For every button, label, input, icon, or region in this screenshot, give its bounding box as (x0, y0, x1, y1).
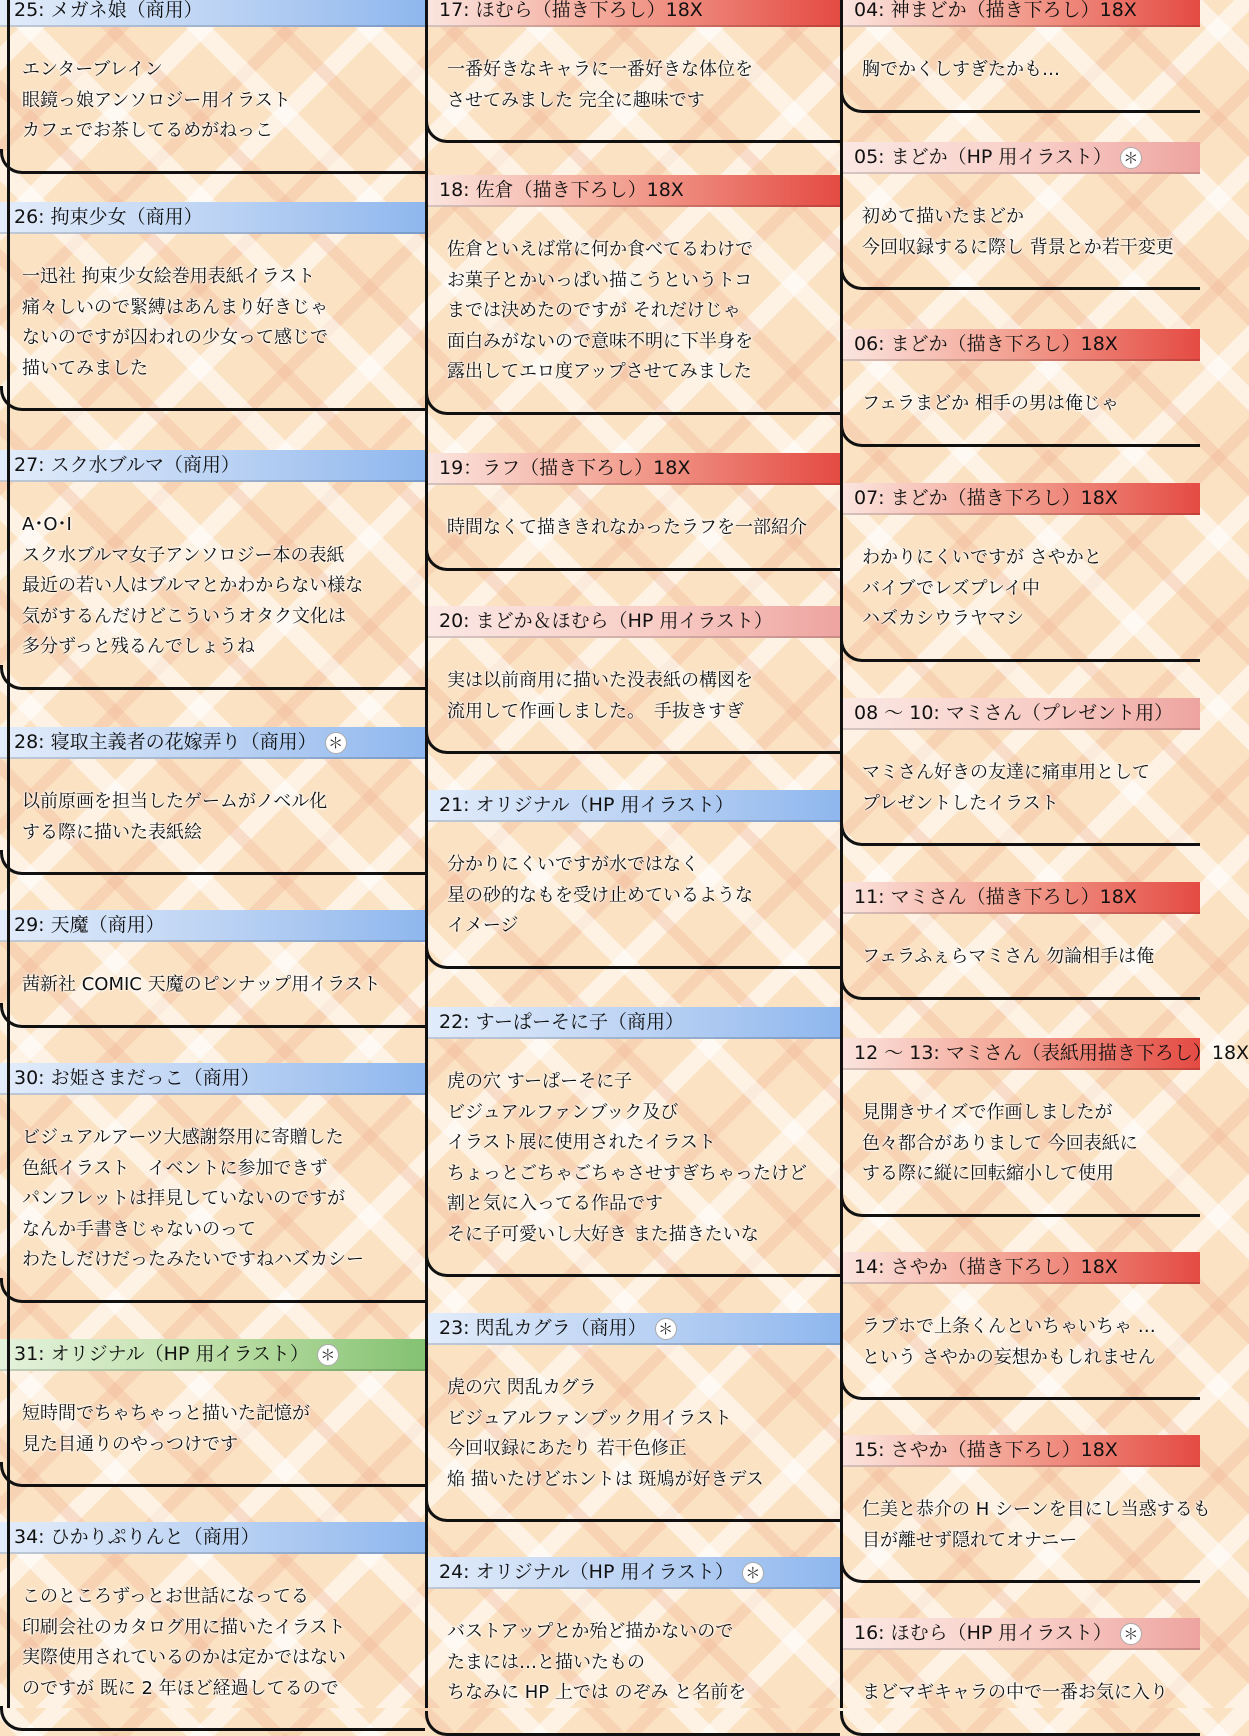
middle-bracket-line (425, 0, 428, 1708)
description-line: 気がするんだけどこういうオタク文化は (22, 605, 346, 627)
entry-title: 18: 佐倉（描き下ろし）18X (439, 179, 684, 201)
description-line: ビジュアルファンブック及び (447, 1101, 679, 1123)
entry-separator (840, 1711, 1200, 1736)
entry-separator (0, 1462, 425, 1487)
entry-description (840, 1467, 1211, 1556)
description-line: イラスト展に使用されたイラスト (447, 1132, 716, 1153)
description-line: 色々都合がありまして 今回表紙に (862, 1132, 1138, 1154)
entry-title: 12 ～ 13: マミさん（表紙用描き下ろし）18X (854, 1042, 1249, 1064)
description-line: 虎の穴 すーぱーそに子 (447, 1071, 633, 1092)
entry-separator (0, 1003, 425, 1028)
entry-card (0, 1339, 425, 1460)
entry-title: 19：ラフ（描き下ろし）18X (439, 457, 691, 479)
right-bracket-line (840, 0, 843, 1708)
description-line: お菓子とかいっぱい描こうというトコ (447, 269, 753, 291)
description-line: 面白みがないので意味不明に下半身を (447, 330, 753, 352)
description-line: ビジュアルファンブック用イラスト (447, 1407, 732, 1429)
description-line: フェラふぇらマミさん 勿論相手は俺 (862, 946, 1155, 967)
description-line: プレゼントしたイラスト (862, 792, 1059, 814)
description-line: という さやかの妄想かもしれません (862, 1346, 1156, 1368)
entry-description (425, 1345, 840, 1495)
entry-title-bar (840, 329, 1200, 361)
description-line: 最近の若い人はブルマとかわからない様な (22, 575, 364, 596)
entry-description (0, 1371, 425, 1460)
entry-separator (0, 1278, 425, 1303)
entry-title-bar (840, 1038, 1249, 1070)
entry-separator (840, 88, 1200, 113)
entry-title-bar (425, 1313, 840, 1345)
entry-separator (840, 821, 1200, 846)
entry-title: 11: マミさん（描き下ろし）18X (854, 886, 1137, 908)
asterisk-icon: ＊ (1120, 1623, 1142, 1645)
entry-title: 06: まどか（描き下ろし）18X (854, 333, 1118, 355)
entry-title: 26: 拘束少女（商用） (14, 206, 203, 228)
entry-title-bar (425, 1557, 840, 1589)
entry-description (425, 1589, 840, 1709)
entry-description (840, 1650, 1200, 1709)
entry-description (0, 942, 425, 1001)
entry-title-bar (0, 1522, 425, 1554)
entry-card (425, 606, 840, 727)
entry-separator (840, 265, 1200, 290)
entry-description (0, 1554, 425, 1704)
entry-description (840, 174, 1200, 263)
entry-title: 21: オリジナル（HP 用イラスト） (439, 794, 734, 816)
entry-separator (840, 1558, 1200, 1583)
description-line: させてみました 完全に趣味です (447, 89, 705, 111)
description-line: までは決めたのですが それだけじゃ (447, 300, 741, 321)
asterisk-icon: ＊ (325, 732, 347, 754)
entry-card (840, 1435, 1211, 1556)
entry-title-bar (425, 453, 840, 485)
entry-card (425, 1557, 840, 1709)
entry-separator (425, 390, 840, 415)
entry-card (840, 1252, 1200, 1373)
entry-description (425, 1039, 840, 1250)
entry-title-bar (0, 910, 425, 942)
description-line: 以前原画を担当したゲームがノベル化 (22, 791, 328, 812)
description-line: カフェでお茶してるめがねっこ (22, 120, 274, 141)
entry-separator (840, 1192, 1200, 1217)
description-line: ビジュアルアーツ大感謝祭用に寄贈した (22, 1127, 344, 1148)
entry-title-bar (0, 0, 425, 27)
entry-card (425, 1313, 840, 1495)
entry-description (425, 27, 840, 116)
entry-card (425, 175, 840, 388)
entry-description (840, 27, 1200, 86)
entry-separator (425, 546, 840, 571)
description-line: 実際使用されているのかは定かではない (22, 1647, 346, 1668)
entry-separator (840, 422, 1200, 447)
description-line: フェラまどか 相手の男は俺じゃ (862, 393, 1119, 414)
entry-card (425, 453, 840, 544)
description-line: 流用して作画しました。 手抜きすぎ (447, 700, 744, 722)
description-line: 初めて描いたまどか (862, 206, 1024, 227)
entry-title-bar (840, 483, 1200, 515)
entry-title: 23: 閃乱カグラ（商用） (439, 1317, 647, 1339)
description-line: 目が離せず隠れてオナニー (862, 1529, 1078, 1551)
entry-title-bar (840, 1435, 1200, 1467)
description-line: 多分ずっと残るんでしょうね (22, 636, 255, 657)
description-line: 眼鏡っ娘アンソロジー用イラスト (22, 89, 291, 111)
entry-title-bar (425, 790, 840, 822)
entry-title-bar (840, 1618, 1200, 1650)
middle-column (425, 0, 840, 1708)
entry-title: 25: メガネ娘（商用） (14, 0, 203, 21)
description-line: 胸でかくしすぎたかも… (862, 59, 1060, 80)
asterisk-icon: ＊ (742, 1562, 764, 1584)
entry-card (840, 483, 1200, 635)
description-line: パンフレットは拝見していないのですが (22, 1188, 346, 1209)
description-line: バイブでレズプレイ中 (862, 577, 1040, 599)
entry-separator (840, 637, 1200, 662)
description-line: わたしだけだったみたいですねハズカシー (22, 1249, 364, 1270)
entry-title-bar (425, 606, 840, 638)
entry-separator (0, 149, 425, 174)
description-line: 佐倉といえば常に何か食べてるわけで (447, 239, 753, 260)
entry-card (0, 1522, 425, 1704)
description-line: ないのですが囚われの少女って感じで (22, 327, 328, 348)
description-line: ちなみに HP 上では のぞみ と名前を (447, 1682, 747, 1703)
entry-title: 08 ～ 10: マミさん（プレゼント用） (854, 702, 1174, 724)
description-line: 分かりにくいですが水ではなく (447, 854, 699, 875)
entry-title-bar (425, 175, 840, 207)
entry-description (840, 361, 1200, 420)
description-line: 痛々しいので緊縛はあんまり好きじゃ (22, 296, 328, 318)
entry-title-bar (0, 450, 425, 482)
entry-card (840, 142, 1200, 263)
entry-separator (425, 729, 840, 754)
entry-separator (0, 850, 425, 875)
entry-title-bar (840, 142, 1200, 174)
entry-description (840, 914, 1200, 973)
entry-title-bar (0, 202, 425, 234)
description-line: 見た目通りのやっつけです (22, 1433, 238, 1455)
entry-card (840, 882, 1200, 973)
entry-description (840, 730, 1200, 819)
description-line: たまには…と描いたもの (447, 1651, 645, 1673)
entry-separator (425, 1252, 840, 1277)
entry-separator (0, 386, 425, 411)
entry-separator (425, 1497, 840, 1522)
description-line: なんか手書きじゃないのって (22, 1218, 256, 1240)
description-line: のですが 既に 2 年ほど経過してるので (22, 1677, 339, 1699)
left-bracket-line (7, 0, 10, 1708)
entry-title: 07: まどか（描き下ろし）18X (854, 487, 1118, 509)
entry-separator (0, 1706, 425, 1731)
entry-title-bar (840, 698, 1200, 730)
entry-description (425, 485, 840, 544)
entry-description (0, 27, 425, 147)
description-line: する際に縦に回転縮小して使用 (862, 1163, 1114, 1184)
description-line: する際に描いた表紙絵 (22, 821, 202, 843)
entry-separator (840, 1375, 1200, 1400)
entry-title-bar (425, 1007, 840, 1039)
entry-description (0, 482, 425, 663)
entry-separator (425, 118, 840, 143)
entry-title: 14: さやか（描き下ろし）18X (854, 1256, 1118, 1278)
entry-description (840, 515, 1200, 635)
entry-card (840, 329, 1200, 420)
entry-description (425, 822, 840, 942)
entry-title: 27: スク水ブルマ（商用） (14, 454, 240, 476)
description-line: 割と気に入ってる作品です (447, 1193, 663, 1214)
entry-title-bar (0, 727, 425, 759)
description-line: 星の砂的なもを受け止めているような (447, 884, 753, 906)
description-line: ハズカシウラヤマシ (862, 608, 1024, 629)
description-line: 時間なくて描ききれなかったラフを一部紹介 (447, 517, 807, 538)
description-line: エンターブレイン (22, 59, 163, 80)
entry-title: 24: オリジナル（HP 用イラスト） (439, 1561, 734, 1583)
description-line: 一番好きなキャラに一番好きな体位を (447, 59, 753, 80)
description-line: 今回収録するに際し 背景とか若干変更 (862, 236, 1174, 258)
asterisk-icon: ＊ (317, 1344, 339, 1366)
entry-description (425, 207, 840, 388)
left-column (0, 0, 425, 1708)
entry-card (840, 698, 1200, 819)
description-line: 色紙イラスト イベントに参加できず (22, 1157, 328, 1179)
entry-title-bar (840, 0, 1200, 27)
description-line: まどマギキャラの中で一番お気に入り (862, 1682, 1168, 1703)
description-line: 露出してエロ度アップさせてみました (447, 361, 752, 382)
entry-title: 20: まどか＆ほむら（HP 用イラスト） (439, 610, 773, 632)
entry-title: 04: 神まどか（描き下ろし）18X (854, 0, 1137, 21)
description-line: 印刷会社のカタログ用に描いたイラスト (22, 1616, 346, 1638)
entry-title: 28: 寝取主義者の花嫁弄り（商用） (14, 731, 317, 753)
entry-card (0, 0, 425, 147)
entry-description (840, 1284, 1200, 1373)
description-line: 一迅社 拘束少女絵巻用表紙イラスト (22, 266, 316, 287)
entry-card (840, 1038, 1249, 1190)
entry-card (425, 1007, 840, 1250)
entry-card (0, 727, 425, 848)
entry-title-bar (425, 0, 840, 27)
entry-separator (425, 1711, 840, 1736)
entry-card (0, 910, 425, 1001)
entry-title: 22: すーぱーそに子（商用） (439, 1011, 685, 1033)
entry-card (425, 790, 840, 942)
entry-title-bar (840, 1252, 1200, 1284)
entry-title: 05: まどか（HP 用イラスト） (854, 146, 1112, 168)
description-line: 虎の穴 閃乱カグラ (447, 1377, 597, 1398)
description-line: 見開きサイズで作画しましたが (862, 1102, 1113, 1123)
entry-title: 17: ほむら（描き下ろし）18X (439, 0, 703, 21)
description-line: 仁美と恭介の H シーンを目にし当惑するも (862, 1499, 1211, 1520)
entry-separator (840, 975, 1200, 1000)
description-line: 茜新社 COMIC 天魔のピンナップ用イラスト (22, 974, 381, 995)
entry-description (0, 234, 425, 384)
entry-separator (0, 665, 425, 690)
entry-title: 31: オリジナル（HP 用イラスト） (14, 1343, 309, 1365)
entry-title-bar (0, 1339, 425, 1371)
asterisk-icon: ＊ (1120, 147, 1142, 169)
description-line: 描いてみました (22, 357, 148, 379)
description-line: 短時間でちゃちゃっと描いた記憶が (22, 1403, 310, 1424)
description-line: 実は以前商用に描いた没表紙の構図を (447, 670, 753, 691)
entry-separator (425, 944, 840, 969)
description-line: ちょっとごちゃごちゃさせすぎちゃったけど (447, 1162, 807, 1184)
description-line: 焔 描いたけどホントは 斑鳩が好きデス (447, 1468, 764, 1490)
entry-description (0, 759, 425, 848)
entry-title-bar (840, 882, 1200, 914)
entry-description (425, 638, 840, 727)
description-line: 今回収録にあたり 若干色修正 (447, 1438, 687, 1459)
entry-title: 30: お姫さまだっこ（商用） (14, 1067, 260, 1089)
entry-card (425, 0, 840, 116)
description-line: バストアップとか殆ど描かないので (447, 1621, 734, 1642)
entry-title: 15: さやか（描き下ろし）18X (854, 1439, 1118, 1461)
entry-description (840, 1070, 1200, 1190)
asterisk-icon: ＊ (655, 1318, 677, 1340)
entry-card (840, 0, 1200, 86)
entry-title: 34: ひかりぷりんと（商用） (14, 1526, 260, 1548)
description-line: A･O･I (22, 514, 72, 535)
description-line: わかりにくいですが さやかと (862, 547, 1102, 568)
description-line: スク水ブルマ女子アンソロジー本の表紙 (22, 544, 345, 566)
entry-title-bar (0, 1063, 425, 1095)
description-line: ラブホで上条くんといちゃいちゃ … (862, 1316, 1156, 1337)
description-line: イメージ (447, 915, 519, 936)
entry-card (0, 202, 425, 384)
description-line: マミさん好きの友達に痛車用として (862, 762, 1150, 783)
description-line: このところずっとお世話になってる (22, 1586, 309, 1607)
description-line: そに子可愛いし大好き また描きたいな (447, 1223, 759, 1245)
entry-title: 29: 天魔（商用） (14, 914, 165, 936)
entry-title: 16: ほむら（HP 用イラスト） (854, 1622, 1112, 1644)
entry-card (840, 1618, 1200, 1709)
right-column (840, 0, 1249, 1708)
entry-card (0, 450, 425, 663)
entry-card (0, 1063, 425, 1276)
entry-description (0, 1095, 425, 1276)
